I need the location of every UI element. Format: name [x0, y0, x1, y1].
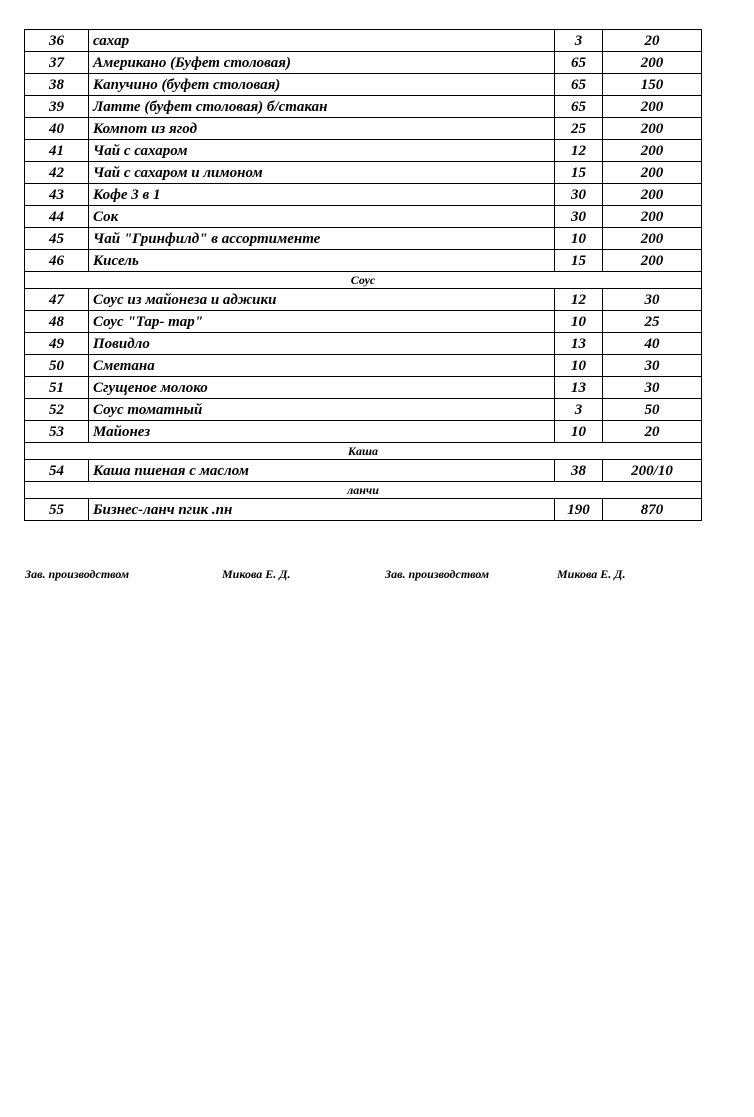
item-weight: 40: [603, 333, 702, 355]
item-name: Повидло: [89, 333, 555, 355]
item-price: 65: [555, 96, 603, 118]
item-name: Каша пшеная с маслом: [89, 460, 555, 482]
menu-item-row: [25, 355, 702, 377]
section-header-row: [25, 443, 702, 460]
item-name: Чай "Гринфилд" в ассортименте: [89, 228, 555, 250]
item-price: 38: [555, 460, 603, 482]
menu-table-body: [25, 30, 702, 521]
item-price: 25: [555, 118, 603, 140]
item-weight: 150: [603, 74, 702, 96]
right-signatory-name: Микова Е. Д.: [557, 567, 626, 581]
item-price: 15: [555, 250, 603, 272]
item-price: 3: [555, 30, 603, 52]
item-price: 65: [555, 74, 603, 96]
left-position-title: Зав. производством: [25, 567, 130, 581]
section-header-row: [25, 482, 702, 499]
item-number: 49: [25, 333, 89, 355]
menu-item-row: [25, 311, 702, 333]
section-title: Соус: [25, 272, 702, 289]
item-number: 53: [25, 421, 89, 443]
item-number: 51: [25, 377, 89, 399]
item-name: Компот из ягод: [89, 118, 555, 140]
menu-item-row: [25, 250, 702, 272]
item-price: 15: [555, 162, 603, 184]
item-weight: 30: [603, 355, 702, 377]
menu-item-row: [25, 30, 702, 52]
item-weight: 200: [603, 228, 702, 250]
menu-table: [24, 29, 702, 521]
item-weight: 30: [603, 289, 702, 311]
menu-item-row: [25, 74, 702, 96]
item-weight: 200: [603, 118, 702, 140]
menu-item-row: [25, 421, 702, 443]
item-number: 46: [25, 250, 89, 272]
menu-item-row: [25, 399, 702, 421]
item-price: 30: [555, 206, 603, 228]
menu-item-row: [25, 162, 702, 184]
item-name: Кофе 3 в 1: [89, 184, 555, 206]
item-number: 55: [25, 499, 89, 521]
menu-item-row: [25, 118, 702, 140]
item-weight: 200: [603, 96, 702, 118]
left-signatory-name: Микова Е. Д.: [222, 567, 291, 581]
menu-item-row: [25, 499, 702, 521]
item-name: Бизнес-ланч пгик .пн: [89, 499, 555, 521]
item-name: Сок: [89, 206, 555, 228]
menu-item-row: [25, 333, 702, 355]
item-weight: 200: [603, 52, 702, 74]
menu-item-row: [25, 52, 702, 74]
menu-item-row: [25, 184, 702, 206]
item-name: Соус томатный: [89, 399, 555, 421]
item-number: 41: [25, 140, 89, 162]
item-number: 52: [25, 399, 89, 421]
menu-item-row: [25, 206, 702, 228]
item-number: 37: [25, 52, 89, 74]
item-price: 10: [555, 311, 603, 333]
signature-block: [0, 567, 754, 587]
menu-item-row: [25, 289, 702, 311]
item-number: 50: [25, 355, 89, 377]
item-price: 30: [555, 184, 603, 206]
item-weight: 200/10: [603, 460, 702, 482]
menu-item-row: [25, 377, 702, 399]
item-weight: 20: [603, 421, 702, 443]
item-name: Майонез: [89, 421, 555, 443]
item-weight: 200: [603, 250, 702, 272]
item-name: Американо (Буфет столовая): [89, 52, 555, 74]
item-price: 13: [555, 377, 603, 399]
item-weight: 25: [603, 311, 702, 333]
section-title: Каша: [25, 443, 702, 460]
item-number: 38: [25, 74, 89, 96]
item-name: Кисель: [89, 250, 555, 272]
item-price: 190: [555, 499, 603, 521]
item-number: 44: [25, 206, 89, 228]
item-price: 13: [555, 333, 603, 355]
item-weight: 870: [603, 499, 702, 521]
section-title: ланчи: [25, 482, 702, 499]
item-number: 54: [25, 460, 89, 482]
item-number: 40: [25, 118, 89, 140]
item-name: Капучино (буфет столовая): [89, 74, 555, 96]
item-price: 12: [555, 140, 603, 162]
item-price: 3: [555, 399, 603, 421]
item-weight: 200: [603, 162, 702, 184]
item-weight: 200: [603, 206, 702, 228]
item-price: 10: [555, 228, 603, 250]
item-price: 65: [555, 52, 603, 74]
item-number: 43: [25, 184, 89, 206]
item-number: 36: [25, 30, 89, 52]
item-weight: 200: [603, 140, 702, 162]
item-price: 10: [555, 421, 603, 443]
menu-item-row: [25, 228, 702, 250]
item-weight: 50: [603, 399, 702, 421]
menu-item-row: [25, 140, 702, 162]
section-header-row: [25, 272, 702, 289]
item-weight: 20: [603, 30, 702, 52]
item-name: Сметана: [89, 355, 555, 377]
item-weight: 30: [603, 377, 702, 399]
item-name: сахар: [89, 30, 555, 52]
menu-item-row: [25, 96, 702, 118]
menu-item-row: [25, 460, 702, 482]
item-weight: 200: [603, 184, 702, 206]
item-number: 39: [25, 96, 89, 118]
item-name: Соус "Тар- тар": [89, 311, 555, 333]
item-number: 45: [25, 228, 89, 250]
item-price: 12: [555, 289, 603, 311]
item-name: Сгущеное молоко: [89, 377, 555, 399]
item-name: Чай с сахаром и лимоном: [89, 162, 555, 184]
right-position-title: Зав. производством: [385, 567, 490, 581]
item-number: 47: [25, 289, 89, 311]
item-number: 42: [25, 162, 89, 184]
item-price: 10: [555, 355, 603, 377]
item-name: Латте (буфет столовая) б/стакан: [89, 96, 555, 118]
item-name: Соус из майонеза и аджики: [89, 289, 555, 311]
item-name: Чай с сахаром: [89, 140, 555, 162]
item-number: 48: [25, 311, 89, 333]
